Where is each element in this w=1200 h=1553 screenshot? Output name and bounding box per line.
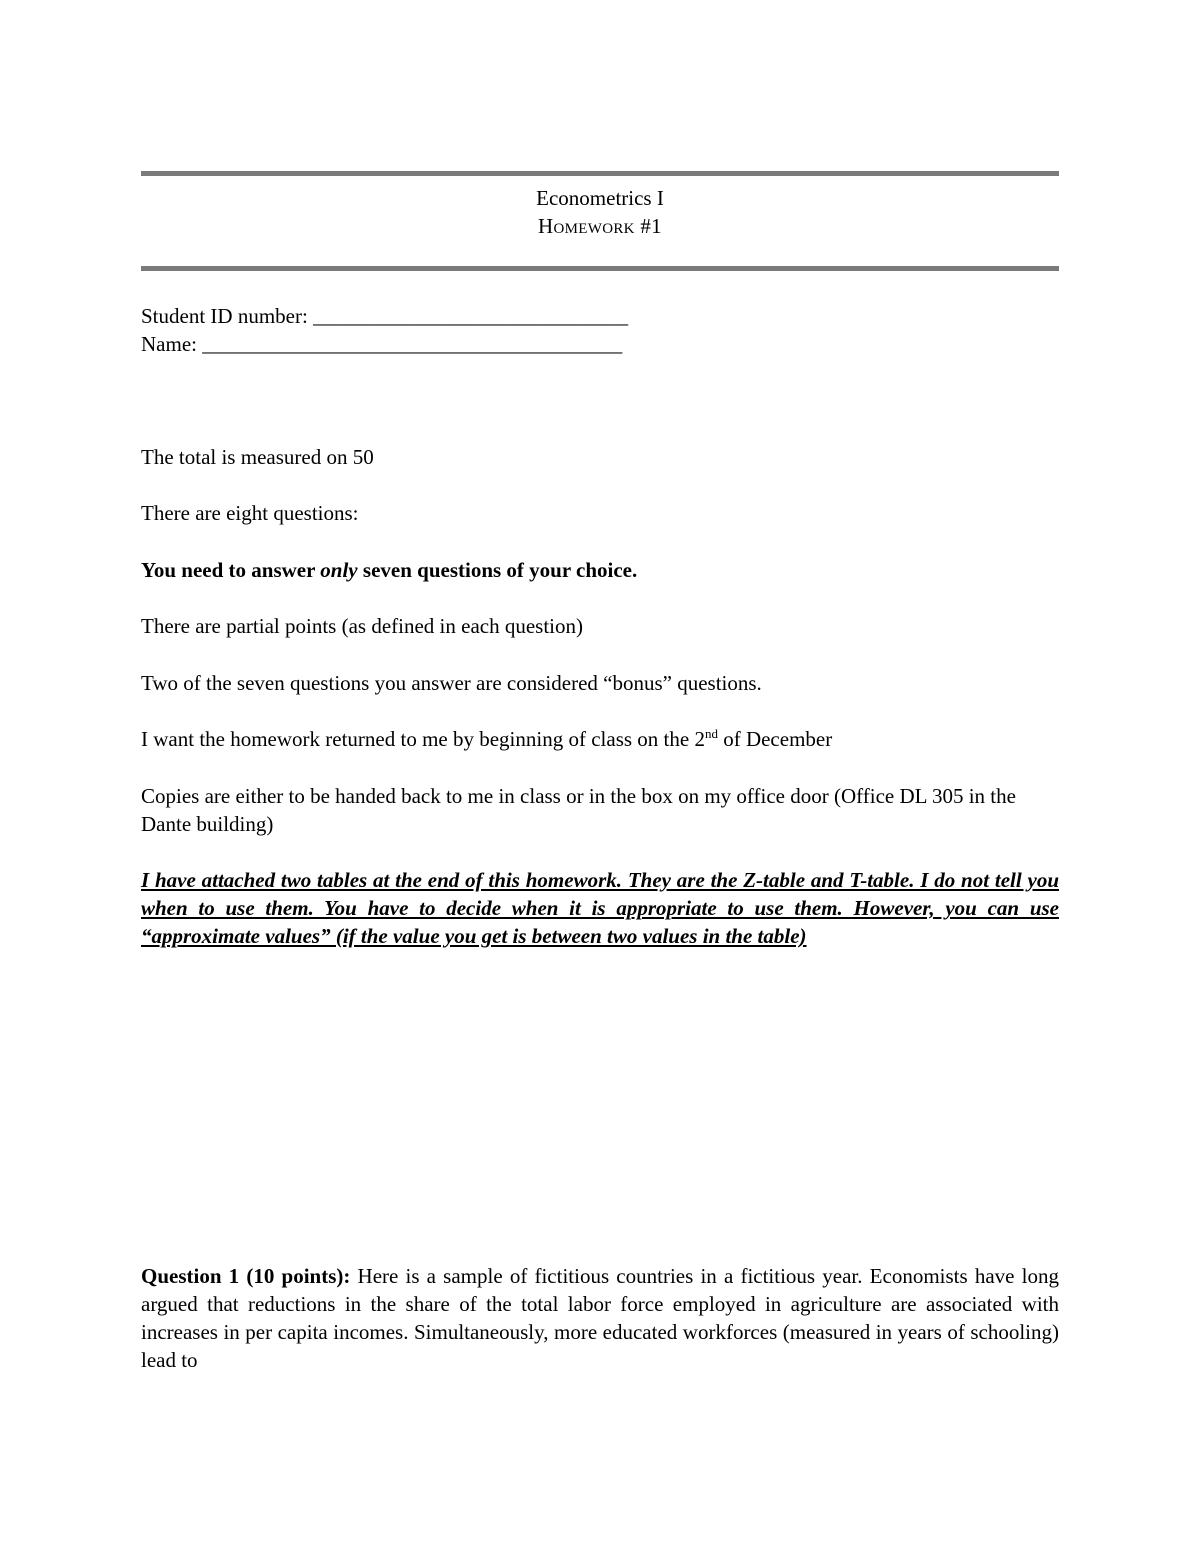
homework-title: Homework #1 [538, 214, 662, 238]
name-label: Name: [141, 332, 197, 356]
instruction-copies: Copies are either to be handed back to me in class or in the box on my office door (Office DL 305 in the Dante building) [141, 784, 1016, 836]
student-fields [141, 302, 628, 358]
header-rule-bottom [141, 266, 1059, 271]
return-pre: I want the homework returned to me by beginning of class on the 2 [141, 727, 705, 751]
answer-post: seven questions of your choice. [357, 558, 638, 582]
instruction-answer-seven [141, 556, 1059, 584]
document-header [141, 184, 1059, 240]
instruction-partial-points: There are partial points (as defined in each question) [141, 614, 583, 638]
question-1-text: Here is a sample of fictitious countries in a fictitious year. Economists have long argued that reductions in the share of the total labor force employed in agriculture are associated with increases in per capita incomes. Simultaneously, more educated workforces (measured in years of schooling) lead to [141, 1264, 1059, 1372]
course-title: Econometrics I [536, 186, 664, 210]
answer-only-emphasis: only [320, 558, 358, 582]
question-1-heading: Question 1 (10 points): [141, 1264, 351, 1288]
student-id-blank[interactable]: ______________________________ [313, 304, 629, 328]
answer-pre: You need to answer [141, 558, 321, 582]
student-id-line [141, 302, 628, 330]
instruction-tables-note: I have attached two tables at the end of this homework. They are the Z-table and T-table. I do not tell you when to use them. You have to decide when it is appropriate to use them. However, you can use “approximate values” (if the value you get is between two values in the table) [141, 868, 1059, 948]
name-blank[interactable]: ________________________________________ [202, 332, 623, 356]
instruction-return-date [141, 725, 1059, 753]
instruction-question-count: There are eight questions: [141, 501, 359, 525]
return-post: of December [717, 727, 833, 751]
question-1 [141, 1262, 1059, 1374]
header-rule-top [141, 171, 1059, 176]
return-ordinal: nd [704, 726, 718, 741]
student-id-label: Student ID number: [141, 304, 308, 328]
instruction-bonus: Two of the seven questions you answer are considered “bonus” questions. [141, 671, 762, 695]
instruction-total: The total is measured on 50 [141, 445, 374, 469]
name-line [141, 330, 628, 358]
